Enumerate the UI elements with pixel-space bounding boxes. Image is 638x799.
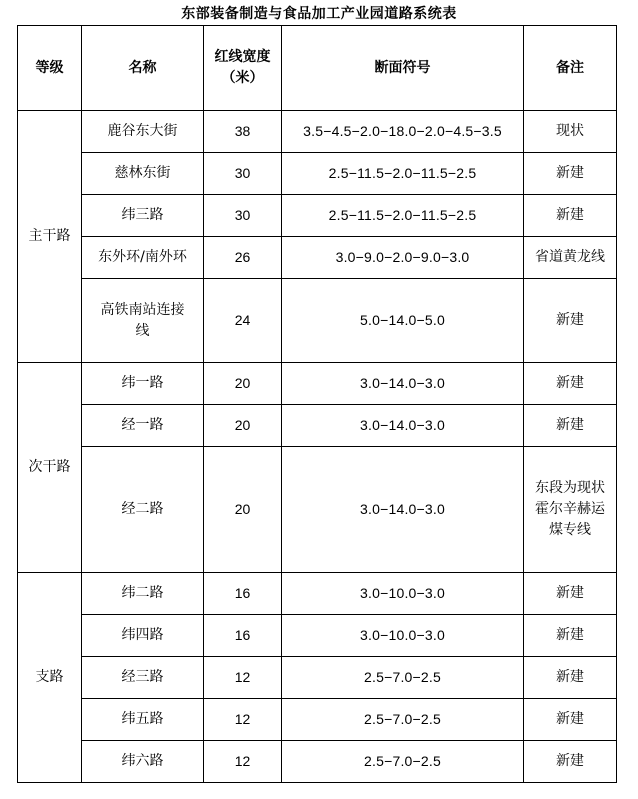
- table-row: [18, 111, 617, 153]
- road-name: 纬一路: [82, 363, 204, 405]
- road-width: 26: [204, 237, 282, 279]
- table-row: [18, 195, 617, 237]
- road-name: 纬六路: [82, 741, 204, 783]
- road-remark: 新建: [524, 195, 617, 237]
- road-remark-line3: 煤专线: [549, 522, 591, 538]
- road-section: 5.0−14.0−5.0: [282, 279, 524, 363]
- road-width: 12: [204, 699, 282, 741]
- road-remark: 新建: [524, 741, 617, 783]
- road-remark-line2: 霍尔辛赫运: [535, 501, 605, 517]
- road-width: 30: [204, 195, 282, 237]
- road-section: 3.0−10.0−3.0: [282, 615, 524, 657]
- road-width: 20: [204, 363, 282, 405]
- road-remark: 新建: [524, 699, 617, 741]
- road-remark: 新建: [524, 153, 617, 195]
- header-width-line1: 红线宽度: [214, 49, 271, 65]
- road-section: 2.5−7.0−2.5: [282, 657, 524, 699]
- header-grade: 等级: [18, 26, 82, 111]
- table-row: [18, 279, 617, 363]
- road-remark: 新建: [524, 405, 617, 447]
- road-remark: 新建: [524, 363, 617, 405]
- table-row: [18, 363, 617, 405]
- header-width-line2: （米）: [221, 70, 264, 86]
- header-section-symbol: 断面符号: [282, 26, 524, 111]
- road-remark: 现状: [524, 111, 617, 153]
- road-remark-line1: 东段为现状: [535, 480, 605, 496]
- table-row: [18, 573, 617, 615]
- road-name: 经二路: [82, 447, 204, 573]
- road-section: 3.0−14.0−3.0: [282, 447, 524, 573]
- road-section: 2.5−11.5−2.0−11.5−2.5: [282, 195, 524, 237]
- header-name: 名称: [82, 26, 204, 111]
- road-name: 纬五路: [82, 699, 204, 741]
- road-name: 经一路: [82, 405, 204, 447]
- grade-cell: 主干路: [18, 111, 82, 363]
- road-name: 纬三路: [82, 195, 204, 237]
- road-width: 38: [204, 111, 282, 153]
- road-width: 20: [204, 447, 282, 573]
- road-section: 3.0−10.0−3.0: [282, 573, 524, 615]
- table-header-row: [18, 26, 617, 111]
- road-name-line1: 高铁南站连接: [100, 301, 185, 318]
- table-row: [18, 741, 617, 783]
- road-width: 20: [204, 405, 282, 447]
- table-row: [18, 405, 617, 447]
- road-name-line2: 线: [135, 322, 150, 339]
- header-red-line-width: [204, 26, 282, 111]
- road-remark: 新建: [524, 573, 617, 615]
- road-width: 24: [204, 279, 282, 363]
- document-title: 东部装备制造与食品加工产业园道路系统表: [181, 6, 457, 22]
- table-row: [18, 447, 617, 573]
- road-section: 2.5−7.0−2.5: [282, 699, 524, 741]
- road-width: 30: [204, 153, 282, 195]
- road-section: 2.5−11.5−2.0−11.5−2.5: [282, 153, 524, 195]
- road-width: 16: [204, 615, 282, 657]
- road-width: 16: [204, 573, 282, 615]
- road-section: 3.0−9.0−2.0−9.0−3.0: [282, 237, 524, 279]
- road-section: 3.0−14.0−3.0: [282, 405, 524, 447]
- table-row: [18, 699, 617, 741]
- road-width: 12: [204, 741, 282, 783]
- table-row: [18, 615, 617, 657]
- road-name: [82, 279, 204, 363]
- grade-cell: 支路: [18, 573, 82, 783]
- table-row: [18, 153, 617, 195]
- road-remark: 新建: [524, 279, 617, 363]
- road-section: 3.5−4.5−2.0−18.0−2.0−4.5−3.5: [282, 111, 524, 153]
- road-name: 纬四路: [82, 615, 204, 657]
- grade-cell: 次干路: [18, 363, 82, 573]
- road-name: 纬二路: [82, 573, 204, 615]
- road-remark: 新建: [524, 615, 617, 657]
- road-remark: [524, 447, 617, 573]
- road-name: 东外环/南外环: [82, 237, 204, 279]
- road-name: 鹿谷东大街: [82, 111, 204, 153]
- road-system-table: [17, 25, 617, 783]
- header-remark: 备注: [524, 26, 617, 111]
- table-row: [18, 237, 617, 279]
- road-section: 2.5−7.0−2.5: [282, 741, 524, 783]
- road-width: 12: [204, 657, 282, 699]
- table-row: [18, 657, 617, 699]
- road-section: 3.0−14.0−3.0: [282, 363, 524, 405]
- road-name: 慈林东街: [82, 153, 204, 195]
- road-name: 经三路: [82, 657, 204, 699]
- road-remark: 省道黄龙线: [524, 237, 617, 279]
- road-remark: 新建: [524, 657, 617, 699]
